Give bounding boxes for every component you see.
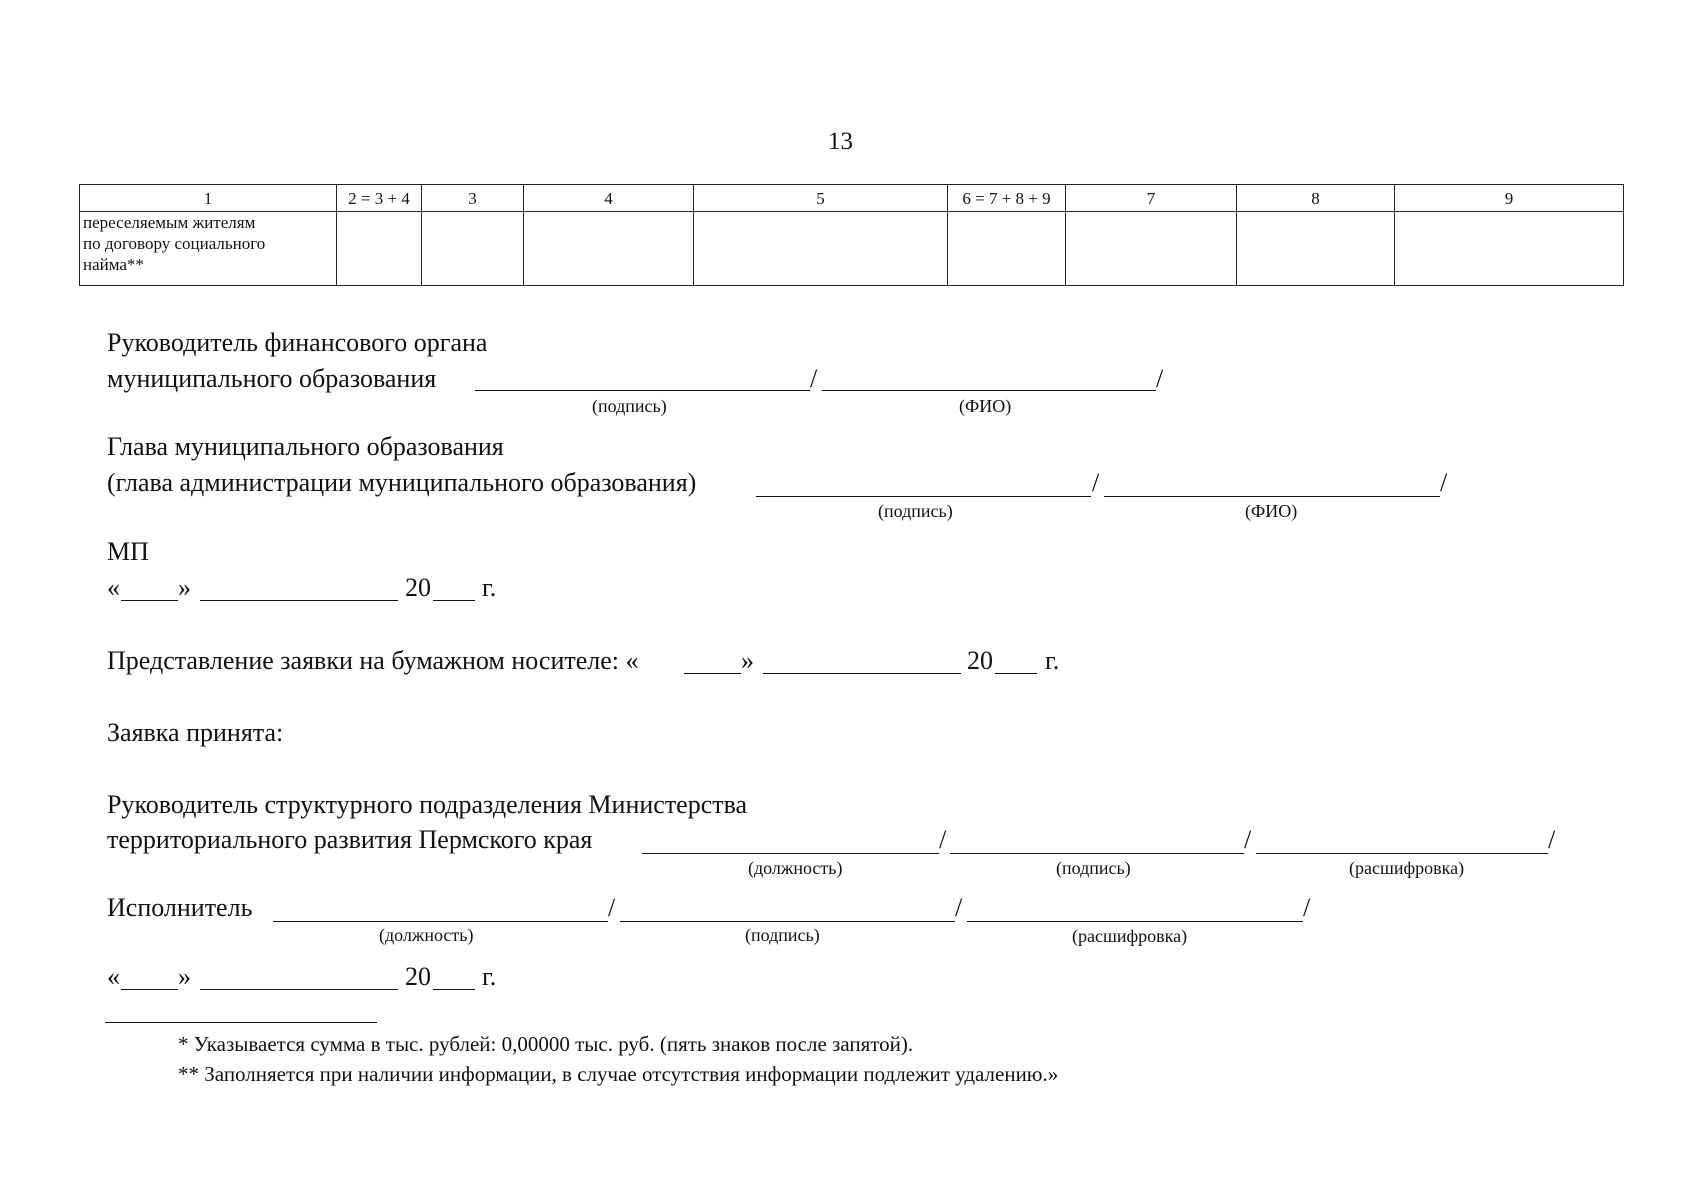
accepted-label: Заявка принята: [107, 718, 284, 747]
slash: / [1440, 468, 1448, 497]
table-header-cell: 6 = 7 + 8 + 9 [948, 185, 1066, 212]
ministry-position-caption: (должность) [748, 858, 843, 878]
paper-month-line [763, 673, 961, 674]
date-open-quote: « [107, 573, 120, 602]
mun-head-subtitle: (глава администрации муниципального образования) [107, 468, 697, 497]
mun-head-title: Глава муниципального образования [107, 432, 504, 461]
fin-sign-line [475, 390, 810, 391]
row-label-cell: переселяемым жителям по договору социального найма** [80, 212, 337, 286]
executor-position-caption: (должность) [379, 925, 474, 945]
ministry-sign-line [950, 853, 1244, 854]
fin-head-subtitle: муниципального образования [107, 364, 437, 393]
slash: / [1303, 893, 1311, 922]
footnote-2: ** Заполняется при наличии информации, в случае отсутствия информации подлежит удалению.» [178, 1062, 1059, 1086]
ministry-head-title: Руководитель структурного подразделения Министерства [107, 790, 748, 819]
paper-submission-label: Представление заявки на бумажном носителе: « [107, 646, 639, 675]
fin-fio-line [822, 390, 1156, 391]
mun-fio-line [1104, 496, 1440, 497]
executor-position-line [273, 921, 608, 922]
footnote-1: * Указывается сумма в тыс. рублей: 0,00000 тыс. руб. (пять знаков после запятой). [178, 1032, 914, 1056]
slash: / [1092, 468, 1100, 497]
date2-year: 20 [405, 962, 431, 991]
table-header-cell: 5 [694, 185, 948, 212]
table-cell [1395, 212, 1624, 286]
executor-sign-caption: (подпись) [745, 925, 820, 945]
fin-fio-caption: (ФИО) [959, 396, 1012, 416]
table-header-cell: 7 [1066, 185, 1237, 212]
table-cell [422, 212, 524, 286]
fin-sign-caption: (подпись) [592, 396, 667, 416]
table-cell [694, 212, 948, 286]
ministry-sign-caption: (подпись) [1056, 858, 1131, 878]
date-year-line [433, 600, 475, 601]
date-year: 20 [405, 573, 431, 602]
ministry-position-line [642, 853, 939, 854]
table-cell [1066, 212, 1237, 286]
table-cell [1237, 212, 1395, 286]
date-suffix: г. [482, 573, 497, 602]
table-header-cell: 9 [1395, 185, 1624, 212]
footnote-separator [105, 1022, 377, 1023]
slash: / [939, 825, 947, 854]
executor-decode-line [967, 921, 1303, 922]
table-header-cell: 8 [1237, 185, 1395, 212]
paper-day-line [684, 673, 741, 674]
executor-label: Исполнитель [107, 893, 253, 922]
paper-year: 20 [967, 646, 993, 675]
slash: / [810, 364, 818, 393]
table-cell [524, 212, 694, 286]
page-number: 13 [828, 128, 853, 155]
slash: / [1156, 364, 1164, 393]
table-header-cell: 2 = 3 + 4 [337, 185, 422, 212]
paper-year-line [995, 673, 1037, 674]
ministry-decode-line [1256, 853, 1548, 854]
table-header-cell: 3 [422, 185, 524, 212]
slash: / [955, 893, 963, 922]
executor-decode-caption: (расшифровка) [1072, 926, 1188, 946]
date2-month-line [200, 989, 398, 990]
mun-sign-line [756, 496, 1091, 497]
ministry-decode-caption: (расшифровка) [1349, 858, 1465, 878]
table-cell [337, 212, 422, 286]
stamp-label: МП [107, 537, 149, 566]
slash: / [1548, 825, 1556, 854]
table-cell [948, 212, 1066, 286]
date-day-line [121, 600, 178, 601]
table-header-row [80, 185, 1624, 212]
date2-open-quote: « [107, 962, 120, 991]
fin-head-title: Руководитель финансового органа [107, 328, 488, 357]
date2-close-quote: » [178, 962, 191, 991]
paper-suffix: г. [1045, 646, 1060, 675]
table-header-cell: 1 [80, 185, 337, 212]
slash: / [608, 893, 616, 922]
date2-day-line [121, 989, 178, 990]
executor-sign-line [620, 921, 955, 922]
date-close-quote: » [178, 573, 191, 602]
date2-suffix: г. [482, 962, 497, 991]
table-row [80, 212, 1624, 286]
ministry-head-subtitle: территориального развития Пермского края [107, 825, 593, 854]
table-header-cell: 4 [524, 185, 694, 212]
mun-sign-caption: (подпись) [878, 501, 953, 521]
data-table [79, 184, 1624, 286]
date-month-line [200, 600, 398, 601]
mun-fio-caption: (ФИО) [1245, 501, 1298, 521]
paper-close-quote: » [741, 646, 754, 675]
date2-year-line [433, 989, 475, 990]
slash: / [1244, 825, 1252, 854]
